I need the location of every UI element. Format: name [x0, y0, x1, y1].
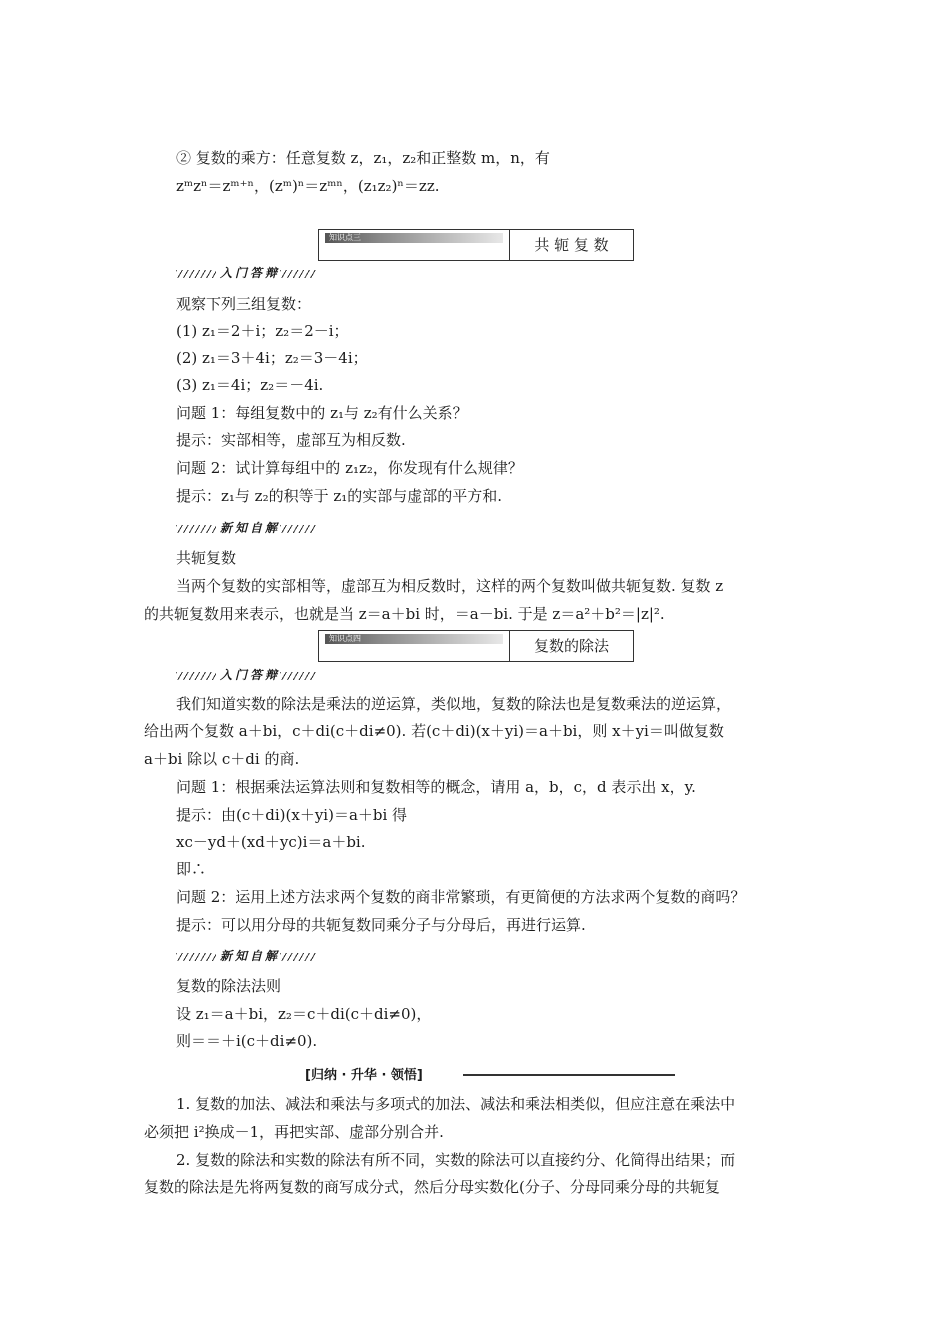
section-header: [176, 266, 316, 280]
text-line: 提示：z₁与 z₂的积等于 z₁的实部与虚部的平方和.: [176, 487, 503, 505]
text-line: (2) z₁＝3＋4i；z₂＝3－4i；: [176, 349, 368, 367]
text-line: 提示：实部相等，虚部互为相反数.: [176, 431, 406, 449]
section-header-label: 入门答辩: [220, 668, 281, 682]
section-header: [176, 668, 316, 682]
text-line: 问题 2：试计算每组中的 z₁z₂，你发现有什么规律？: [176, 459, 523, 477]
text-line: a＋bi 除以 c＋di 的商.: [144, 750, 300, 768]
text-line: 的共轭复数用来表示，也就是当 z＝a＋bi 时，＝a－bi. 于是 z＝a²＋b²＝|z|².: [144, 605, 665, 623]
section-header-label: 入门答辩: [220, 266, 281, 280]
text-line: xc－yd＋(xd＋yc)i＝a＋bi.: [176, 833, 366, 851]
text-line: 则＝＝＋i(c＋di≠0).: [176, 1032, 318, 1050]
section-header-label: 新知自解: [220, 521, 281, 535]
section-header: [176, 521, 316, 535]
text-line: 观察下列三组复数：: [176, 295, 312, 313]
text-line: 提示：由(c＋di)(x＋yi)＝a＋bi 得: [176, 806, 408, 824]
text-line: 必须把 i²换成－1，再把实部、虚部分别合并.: [144, 1123, 444, 1141]
text-line: 设 z₁＝a＋bi，z₂＝c＋di(c＋di≠0)，: [176, 1005, 432, 1023]
knowledge-point-box: [318, 229, 634, 261]
text-line: zᵐzⁿ＝zᵐ⁺ⁿ，(zᵐ)ⁿ＝zᵐⁿ，(z₁z₂)ⁿ＝zz.: [176, 177, 440, 195]
text-line: 我们知道实数的除法是乘法的逆运算，类似地，复数的除法也是复数乘法的逆运算，: [176, 695, 732, 713]
knowledge-point-tag: 知识点四: [325, 634, 503, 644]
summary-header: [305, 1064, 675, 1082]
text-line: 复数的除法是先将两复数的商写成分式，然后分母实数化(分子、分母同乘分母的共轭复: [144, 1178, 720, 1196]
text-line: 提示：可以用分母的共轭复数同乘分子与分母后，再进行运算.: [176, 916, 586, 934]
knowledge-point-title: 复数的除法: [533, 637, 609, 655]
summary-title: [归纳 · 升华 · 领悟]: [305, 1068, 423, 1083]
knowledge-point-title: 共 轭 复 数: [534, 236, 609, 254]
text-line: 问题 1：每组复数中的 z₁与 z₂有什么关系？: [176, 404, 468, 422]
text-line: 给出两个复数 a＋bi，c＋di(c＋di≠0). 若(c＋di)(x＋yi)＝a＋bi，则 x＋yi＝叫做复数: [144, 722, 724, 740]
text-line: 问题 2：运用上述方法求两个复数的商非常繁琐，有更简便的方法求两个复数的商吗？: [176, 888, 746, 906]
text-line: 2. 复数的除法和实数的除法有所不同，实数的除法可以直接约分、化简得出结果；而: [176, 1151, 736, 1169]
knowledge-point-box: [318, 630, 634, 662]
text-line: ② 复数的乘方：任意复数 z，z₁，z₂和正整数 m，n，有: [176, 149, 550, 167]
text-line: 当两个复数的实部相等，虚部互为相反数时，这样的两个复数叫做共轭复数. 复数 z: [176, 577, 724, 595]
text-line: 共轭复数: [176, 549, 237, 567]
knowledge-point-tag: 知识点三: [325, 233, 503, 243]
text-line: 即∴: [176, 860, 207, 878]
text-line: 1. 复数的加法、减法和乘法与多项式的加法、减法和乘法相类似，但应注意在乘法中: [176, 1095, 736, 1113]
text-line: (1) z₁＝2＋i；z₂＝2－i；: [176, 322, 349, 340]
section-header-label: 新知自解: [220, 949, 281, 963]
section-header: [176, 949, 316, 963]
text-line: 问题 1：根据乘法运算法则和复数相等的概念，请用 a，b，c，d 表示出 x，y.: [176, 778, 696, 796]
text-line: 复数的除法法则: [176, 977, 282, 995]
text-line: (3) z₁＝4i；z₂＝－4i.: [176, 376, 324, 394]
